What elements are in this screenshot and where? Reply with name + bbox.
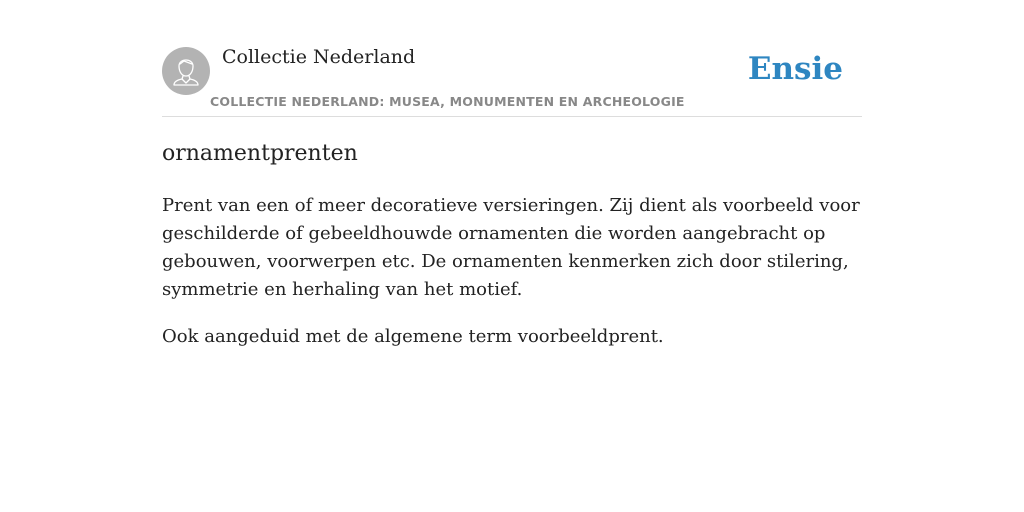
definition-note: Ook aangeduid met de algemene term voorbeeldprent. [162,326,664,347]
ensie-logo[interactable]: Ensie [747,51,843,87]
author-name-link[interactable]: Collectie Nederland [222,46,416,68]
definition-line: gebouwen, voorwerpen etc. De ornamenten kenmerken zich door stilering, [162,251,849,272]
user-silhouette-icon [162,47,210,95]
entry-term: ornamentprenten [162,141,358,166]
entry-header [162,44,862,117]
definition-line: symmetrie en herhaling van het motief. [162,279,523,300]
definition-line: Prent van een of meer decoratieve versieringen. Zij dient als voorbeeld voor [162,195,860,216]
author-avatar[interactable] [162,47,210,95]
entry-definition [162,192,862,370]
source-link[interactable]: COLLECTIE NEDERLAND: MUSEA, MONUMENTEN EN ARCHEOLOGIE [210,94,685,109]
definition-paragraph [162,192,862,304]
definition-line: geschilderde of gebeeldhouwde ornamenten die worden aangebracht op [162,223,826,244]
